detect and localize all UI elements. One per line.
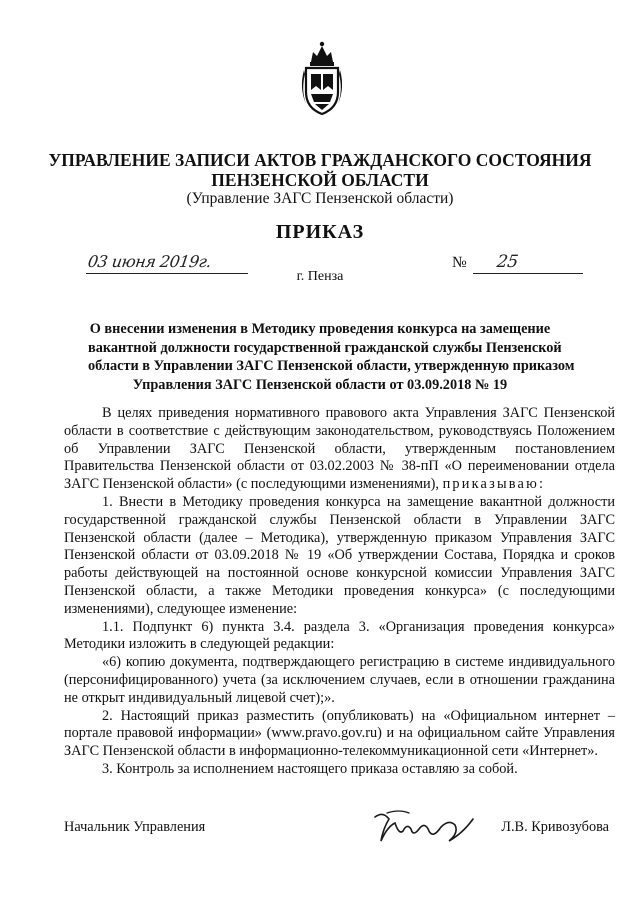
coat-of-arms-icon (297, 40, 347, 118)
signatory-name: Л.В. Кривозубова (501, 819, 609, 835)
preamble-paragraph (64, 405, 615, 494)
subject-line-2: вакантной должности государственной гражданской службы Пензенской (88, 339, 562, 356)
item-2: 2. Настоящий приказ разместить (опубликовать) на «Официальном интернет – портале правовой информации» (www.pravo.gov.ru) и на официальном сайте Управления ЗАГС Пензенской области в информационно-телекоммуникационной сети «Интернет». (64, 707, 615, 760)
item-1-1: 1.1. Подпункт 6) пункта 3.4. раздела 3. «Организация проведения конкурса» Методики изложить в следующей редакции: (64, 618, 615, 653)
order-subject (88, 320, 575, 394)
order-word: приказываю: (442, 476, 546, 493)
organization-short-name: (Управление ЗАГС Пензенской области) (186, 190, 454, 207)
subject-line-3: области в Управлении ЗАГС Пензенской области, утвержденную приказом (88, 358, 575, 374)
organization-name-line-1: УПРАВЛЕНИЕ ЗАПИСИ АКТОВ ГРАЖДАНСКОГО СОСТОЯНИЯ (48, 150, 592, 170)
handwritten-number: 25 (495, 252, 520, 272)
item-1: 1. Внести в Методику проведения конкурса на замещение вакантной должности государственной гражданской службы Пензенской области в Управлении ЗАГС Пензенской области (далее – Методика), утвержденную приказом Управления ЗАГС Пензенской области от 03.09.2018 № 19 «Об утверждении Состава, Порядка и сроков работы действующей на постоянной основе конкурсной комиссии Управления ЗАГС Пензенской области, а также Методики проведения конкурса» (с последующими изменениями), следующее изменение: (64, 493, 615, 617)
signatory-position: Начальник Управления (64, 819, 206, 835)
signature-block (64, 815, 615, 855)
item-1-1-text: «6) копию документа, подтверждающего регистрацию в системе индивидуального (персонифицированного) учета (за исключением случаев, если в отношении гражданина не открыт индивидуальный лицевой счет);». (64, 654, 615, 706)
organization-name-line-2: ПЕНЗЕНСКОЙ ОБЛАСТИ (211, 170, 429, 190)
number-label: № (452, 254, 467, 271)
preamble-text: В целях приведения нормативного правового акта Управления ЗАГС Пензенской области в соответствие с действующим законодательством, руководствуясь Положением об Управлении ЗАГС Пензенской области, утвержденным постановлением Правительства Пензенской области от 03.02.2003 № 38-пП «О переименовании отдела ЗАГС Пензенской области» (с последующими изменениями), (64, 405, 615, 493)
handwritten-date: 03 июня 2019г. (86, 252, 213, 271)
subject-line-4: Управления ЗАГС Пензенской области от 03.09.2018 № 19 (132, 376, 508, 393)
document-type-title: ПРИКАЗ (275, 221, 365, 243)
city-label: г. Пенза (296, 269, 344, 284)
handwritten-signature-icon (369, 807, 479, 849)
order-body (64, 405, 615, 779)
item-3: 3. Контроль за исполнением настоящего приказа оставляю за собой. (102, 760, 518, 777)
subject-line-1: О внесении изменения в Методику проведения конкурса на замещение (89, 321, 551, 337)
